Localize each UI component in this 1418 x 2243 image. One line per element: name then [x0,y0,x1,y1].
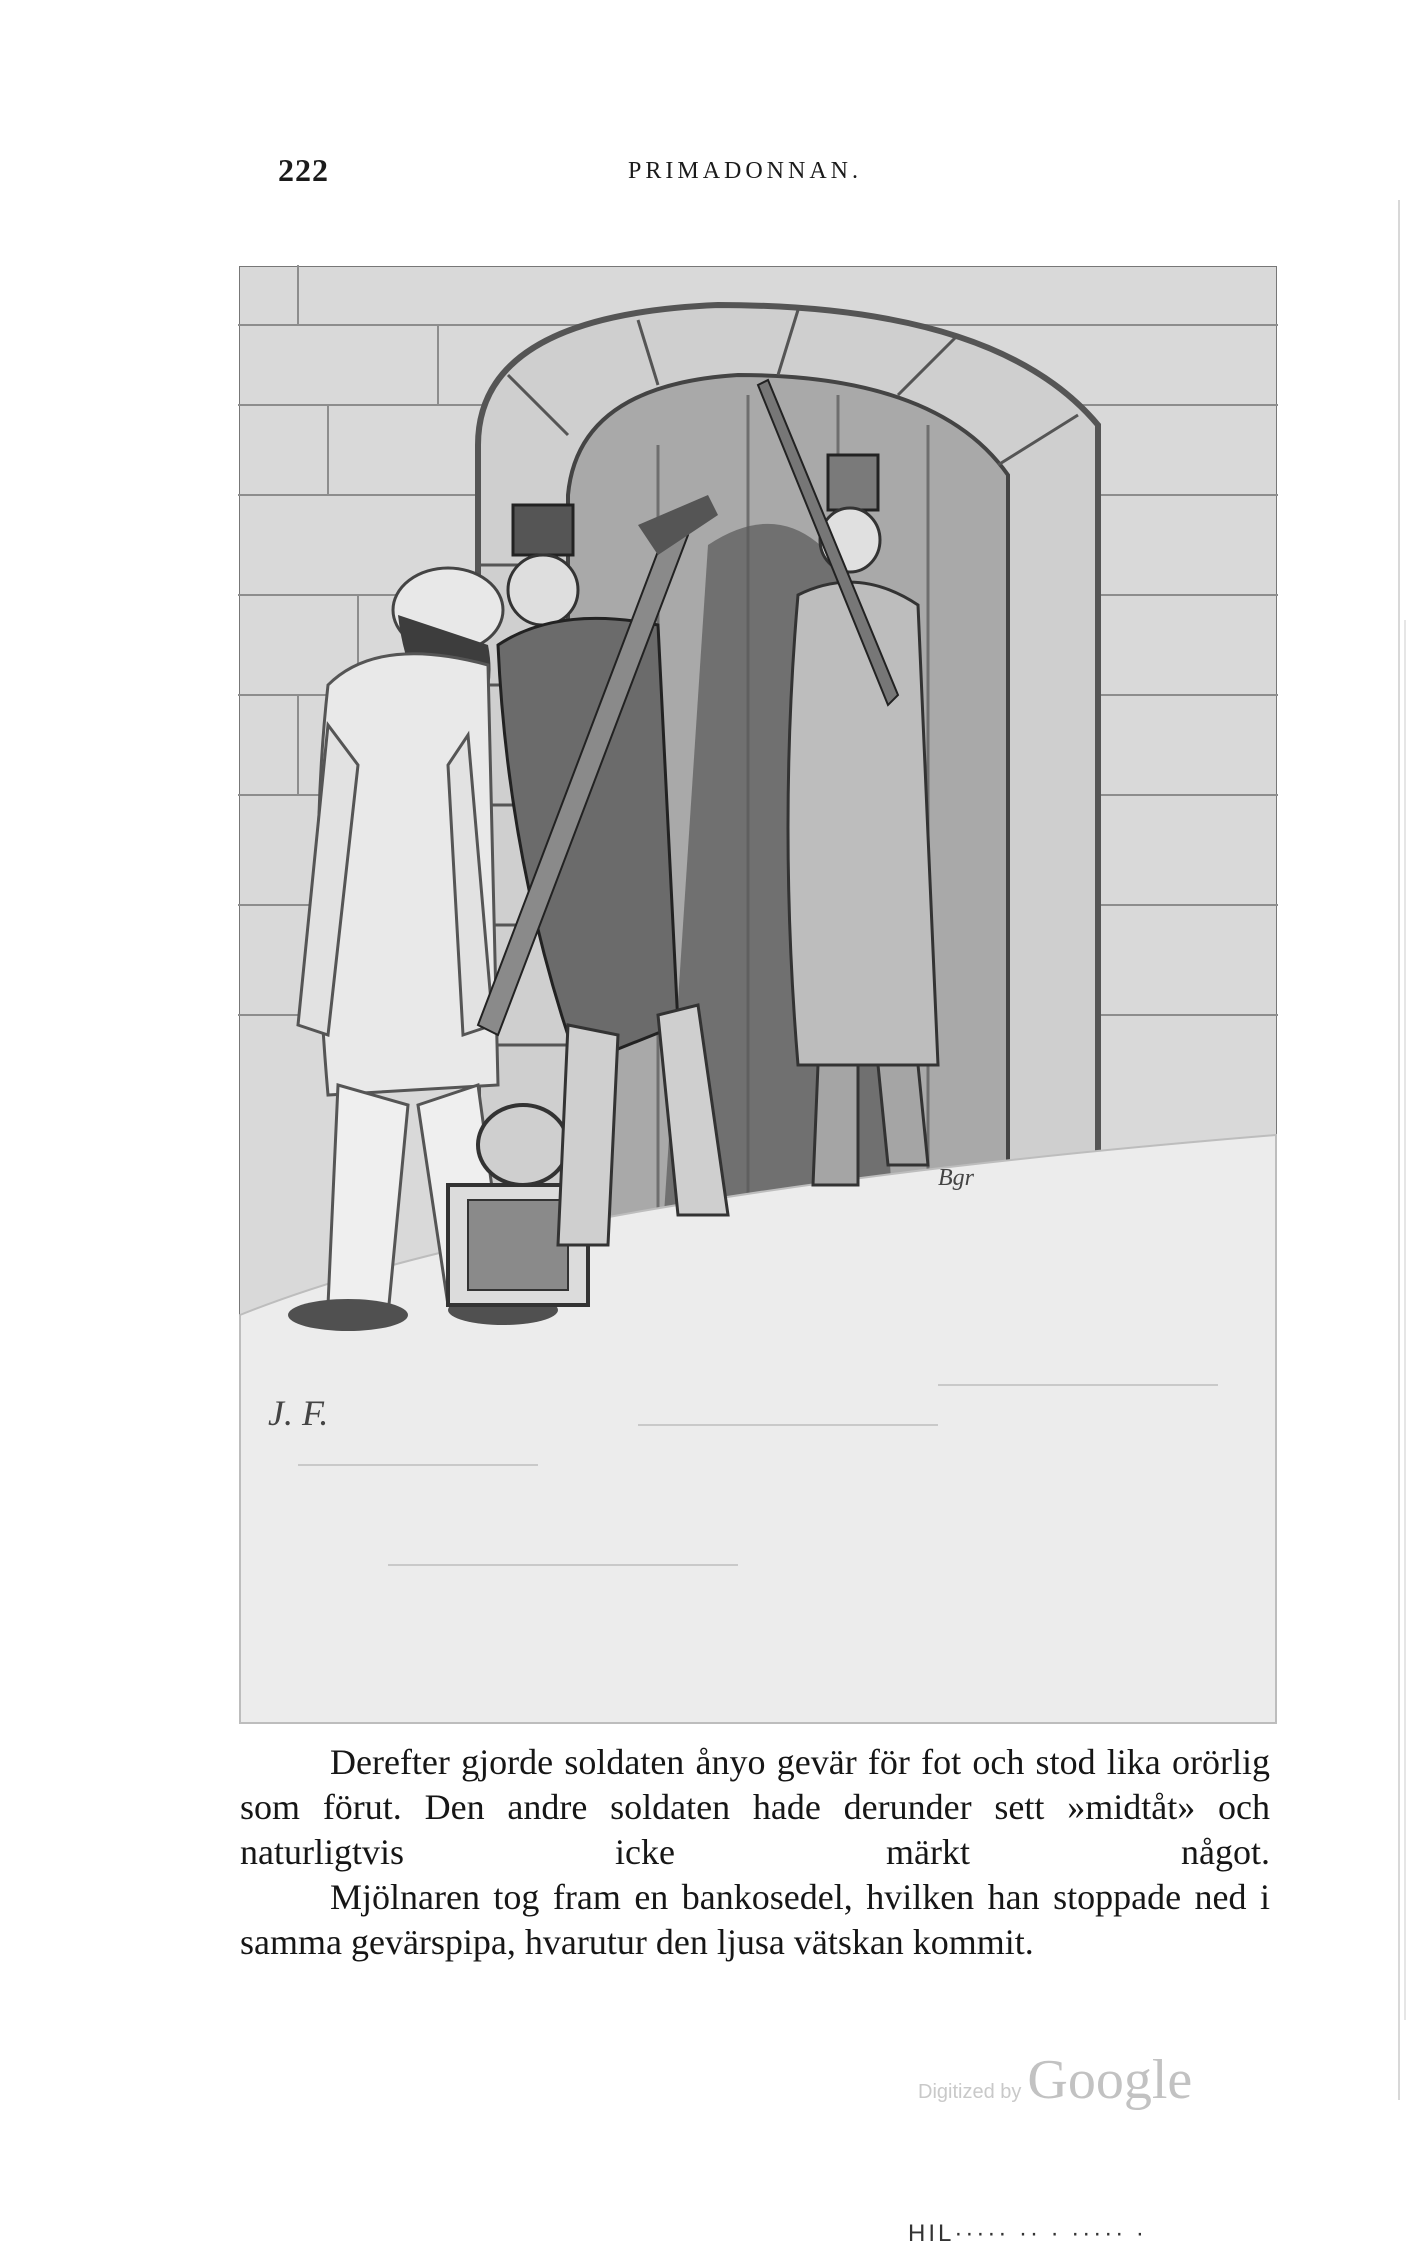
page-edge-shadow [1398,200,1400,2100]
cropped-footer-text: HIL····· ·· · ····· · [908,2220,1147,2243]
digitized-watermark [918,2048,1192,2118]
page-number: 222 [278,152,329,188]
artist-signature-left: J. F. [268,1393,329,1433]
page-edge-shadow-inner [1404,620,1406,2020]
paragraph: Mjölnaren tog fram en bankosedel, hvilken han stoppade ned i samma gevärspipa, hvarutur den ljusa vätskan kommit. [240,1877,1270,1962]
digitized-by-label: Digitized by [918,2081,1022,2103]
google-logo-text: Google [1027,2049,1193,2111]
artist-signature-right: Bgr [938,1165,974,1191]
body-text [240,1740,1270,1965]
running-title: PRIMADONNAN. [628,158,863,184]
page-header [0,152,1418,192]
paragraph: Derefter gjorde soldaten ånyo gevär för fot och stod lika orörlig som förut. Den andre soldaten hade derunder sett »midtåt» och naturligtvis icke märkt något. [240,1742,1270,1872]
engraving-illustration [238,265,1278,1725]
